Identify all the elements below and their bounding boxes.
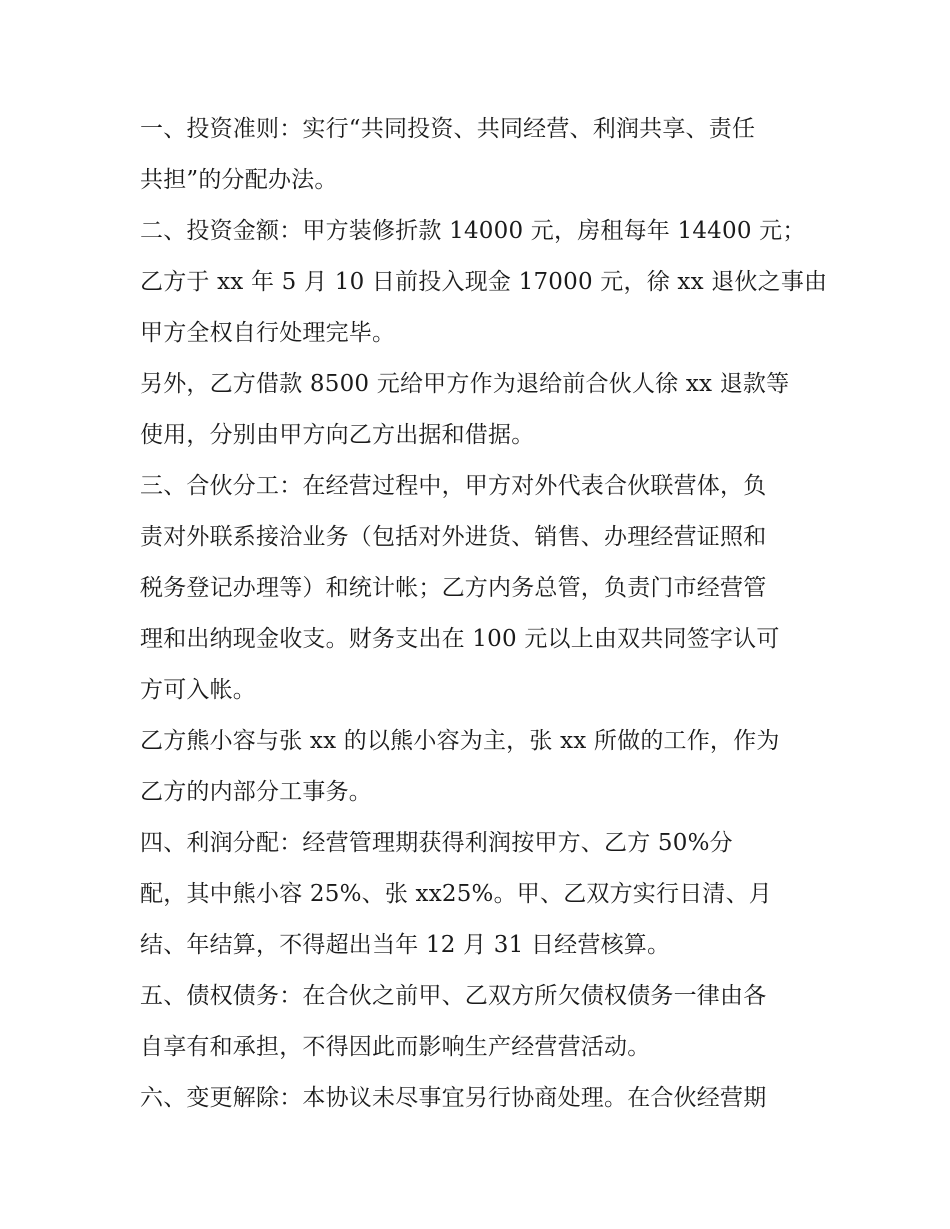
text-line: 一、投资准则：实行“共同投资、共同经营、利润共享、责任 <box>140 116 756 142</box>
text-line: 甲方全权自行处理完毕。 <box>140 320 396 346</box>
text-line: 结、年结算，不得超出当年 12 月 31 日经营核算。 <box>140 932 671 958</box>
text-line: 理和出纳现金收支。财务支出在 100 元以上由双共同签字认可 <box>140 626 780 652</box>
text-line: 共担”的分配办法。 <box>140 167 338 193</box>
text-line: 乙方的内部分工事务。 <box>140 779 372 805</box>
text-line: 乙方熊小容与张 xx 的以熊小容为主，张 xx 所做的工作，作为 <box>140 728 780 754</box>
text-line: 配，其中熊小容 25%、张 xx25%。甲、乙双方实行日清、月 <box>140 881 773 907</box>
text-line: 自享有和承担，不得因此而影响生产经营营活动。 <box>140 1034 651 1060</box>
text-line: 二、投资金额：甲方装修折款 14000 元，房租每年 14400 元； <box>140 218 806 244</box>
text-line: 五、债权债务：在合伙之前甲、乙双方所欠债权债务一律由各 <box>140 983 767 1009</box>
text-line: 另外，乙方借款 8500 元给甲方作为退给前合伙人徐 xx 退款等 <box>140 371 790 397</box>
text-line: 责对外联系接洽业务（包括对外进货、销售、办理经营证照和 <box>140 524 767 550</box>
text-line: 使用，分别由甲方向乙方出据和借据。 <box>140 422 535 448</box>
text-line: 方可入帐。 <box>140 677 256 703</box>
document-body <box>140 104 828 1124</box>
text-line: 三、合伙分工：在经营过程中，甲方对外代表合伙联营体，负 <box>140 473 767 499</box>
text-line: 税务登记办理等）和统计帐；乙方内务总管，负责门市经营管 <box>140 575 767 601</box>
text-line: 六、变更解除：本协议未尽事宜另行协商处理。在合伙经营期 <box>140 1085 767 1111</box>
text-line: 乙方于 xx 年 5 月 10 日前投入现金 17000 元，徐 xx 退伙之事由 <box>140 269 828 295</box>
text-line: 四、利润分配：经营管理期获得利润按甲方、乙方 50%分 <box>140 830 733 856</box>
